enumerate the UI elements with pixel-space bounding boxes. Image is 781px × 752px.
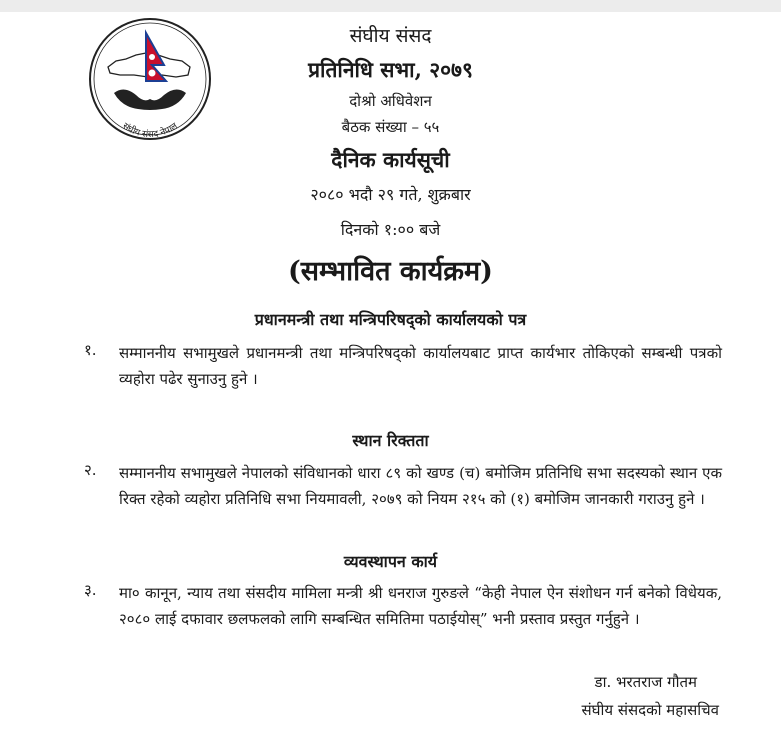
logo-text: संघीय संसद नेपाल [120,121,180,141]
agenda-item-text: सम्माननीय सभामुखले प्रधानमन्त्री तथा मन्त्रिपरिषद्को कार्यालयबाट प्राप्त कार्यभार तोकिएको सम्बन्धी पत्रको व्यहोरा पढेर सुनाउनु हुने । [119,344,722,388]
agenda-item-text: मा० कानून, न्याय तथा संसदीय मामिला मन्त्री श्री धनराज गुरुङले “केही नेपाल ऐन संशोधन गर्न बनेको विधेयक, २०८० लाई दफावार छलफलको लागि सम्बन्धित समितिमा पठाईयोस्” भनी प्रस्ताव प्रस्तुत गर्नुहुने । [119,584,722,628]
house-title: प्रतिनिधि सभा, २०७९ [308,57,473,82]
top-bar [0,0,781,12]
agenda-item-number: १. [84,341,97,359]
meeting-number: बैठक संख्या – ५५ [341,118,440,136]
section-heading-pm-office: प्रधानमन्त्री तथा मन्त्रिपरिषद्को कार्यालयको पत्र [254,310,527,329]
section-heading-vacancy: स्थान रिक्तता [352,431,429,450]
agenda-item-text: सम्माननीय सभामुखले नेपालको संविधानको धारा ८९ को खण्ड (च) बमोजिम प्रतिनिधि सभा सदस्यको स्थान एक रिक्त रहेको व्यहोरा प्रतिनिधि सभा नियमावली, २०७९ को नियम २१५ को (१) बमोजिम जानकारी गराउनु हुने । [119,464,722,508]
agenda-item-number: २. [84,461,97,479]
agenda-title: दैनिक कार्यसूची [331,147,450,172]
agenda-item-number: ३. [84,581,97,599]
agenda-date: २०८० भदौ २९ गते, शुक्रबार [310,185,471,204]
session-label: दोश्रो अधिवेशन [349,92,432,110]
program-heading: (सम्भावित कार्यक्रम) [288,256,493,287]
parliament-name: संघीय संसद [349,25,432,47]
signatory-title: संघीय संसदको महासचिव [581,701,719,719]
signatory-name: डा. भरतराज गौतम [594,673,697,691]
agenda-time: दिनको १:०० बजे [340,220,441,239]
section-heading-legislation: व्यवस्थापन कार्य [343,552,438,571]
